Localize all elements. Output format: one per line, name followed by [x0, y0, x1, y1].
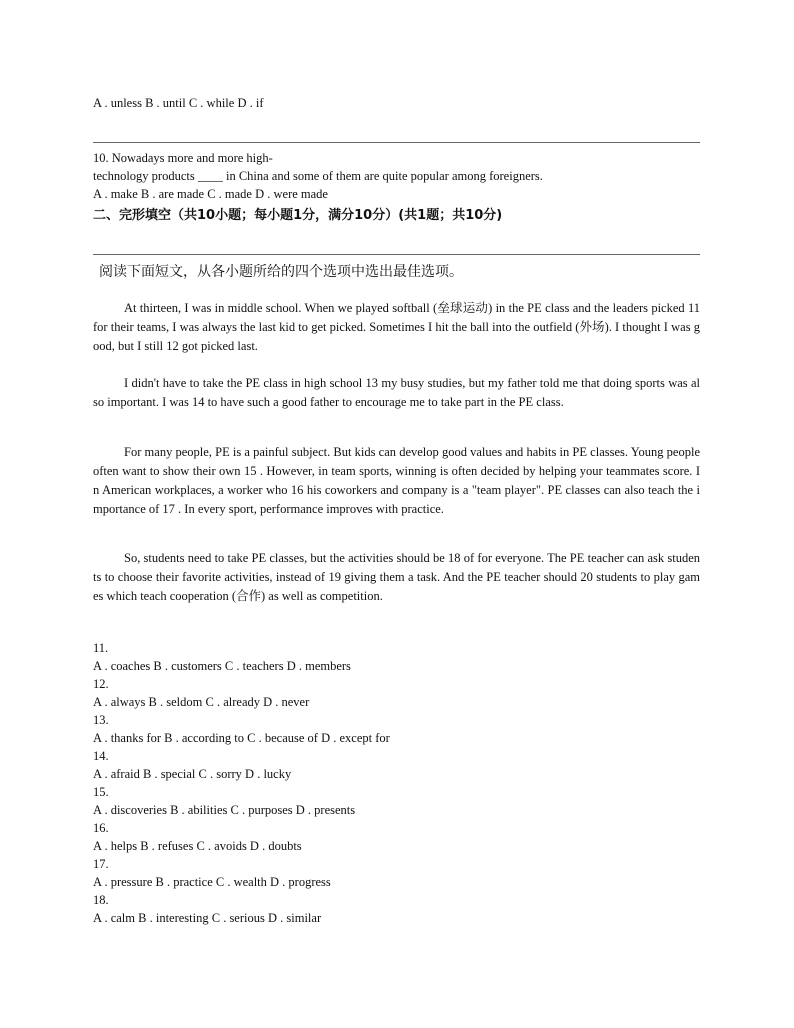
paragraph-text: At thirteen, I was in middle school. When we played softball (垒球运动) in the PE class and the leaders picked 11 for their teams, I was always the last kid to get picked. Sometimes I hit the ball into the outfield (外场). I thought I was good, but I still 12 got picked last.: [93, 301, 700, 353]
passage-paragraph: [93, 549, 700, 606]
question-number: 12.: [93, 677, 109, 691]
question-number: 11.: [93, 641, 109, 655]
question-number: 18.: [93, 893, 109, 907]
question-10-stem-line2: technology products ____ in China and some of them are quite popular among foreigners.: [93, 169, 543, 183]
question-number: 13.: [93, 713, 109, 727]
question-options: A . coaches B . customers C . teachers D . members: [93, 659, 351, 673]
question-number: 14.: [93, 749, 109, 763]
question-options: A . always B . seldom C . already D . never: [93, 695, 310, 709]
question-options: A . calm B . interesting C . serious D . similar: [93, 911, 322, 925]
question-10-options: A . make B . are made C . made D . were made: [93, 187, 328, 201]
passage-paragraph: [93, 443, 700, 519]
question-options: A . discoveries B . abilities C . purposes D . presents: [93, 803, 356, 817]
passage-instruction: 阅读下面短文，从各小题所给的四个选项中选出最佳选项。: [99, 264, 463, 280]
paragraph-text: So, students need to take PE classes, but the activities should be 18 of for everyone. The PE teacher can ask students to choose their favorite activities, instead of 19 giving them a task. And the PE teacher should 20 students to play games which teach cooperation (合作) as well as competition.: [93, 551, 700, 603]
section-title: 二、完形填空（共10小题；每小题1分，满分10分）(共1题；共10分): [93, 208, 503, 223]
question-10-stem-line1: 10. Nowadays more and more high-: [93, 151, 273, 165]
question-options: A . afraid B . special C . sorry D . lucky: [93, 767, 292, 781]
question-options: A . pressure B . practice C . wealth D . progress: [93, 875, 331, 889]
question-number: 16.: [93, 821, 109, 835]
divider: [93, 254, 700, 255]
passage-paragraph: [93, 299, 700, 356]
divider: [93, 142, 700, 143]
question-number: 15.: [93, 785, 109, 799]
question-number: 17.: [93, 857, 109, 871]
paragraph-text: I didn't have to take the PE class in high school 13 my busy studies, but my father told me that doing sports was also important. I was 14 to have such a good father to encourage me to take part in the PE class.: [93, 376, 700, 409]
passage-paragraph: [93, 374, 700, 412]
prev-question-options: A . unless B . until C . while D . if: [93, 96, 264, 110]
question-options: A . helps B . refuses C . avoids D . doubts: [93, 839, 302, 853]
paragraph-text: For many people, PE is a painful subject. But kids can develop good values and habits in PE classes. Young people often want to show their own 15 . However, in team sports, winning is often decided by helping your teammates score. In American workplaces, a worker who 16 his coworkers and company is a "team player". PE classes can also teach the importance of 17 . In every sport, performance improves with practice.: [93, 445, 700, 516]
question-options: A . thanks for B . according to C . because of D . except for: [93, 731, 390, 745]
